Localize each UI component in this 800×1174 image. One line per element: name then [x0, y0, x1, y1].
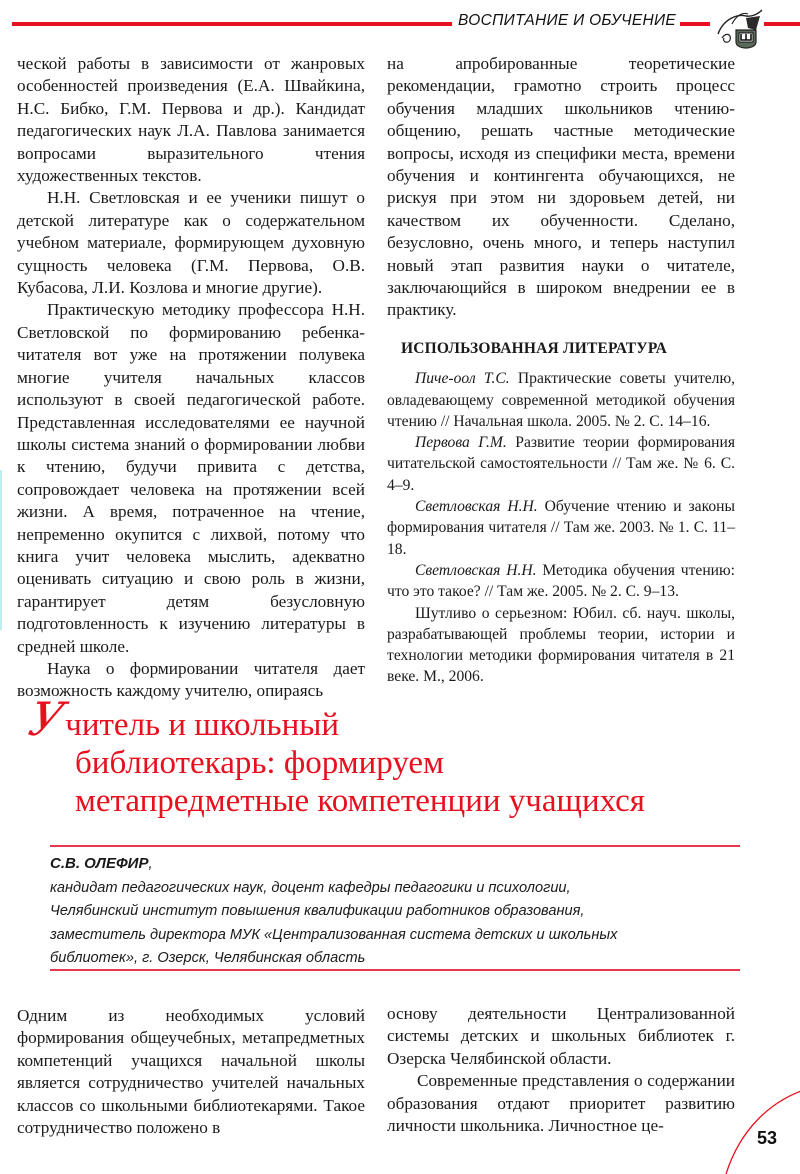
author-rule-bottom: [50, 969, 740, 971]
reference-item: [387, 432, 735, 496]
reference-item: [387, 603, 735, 688]
body-paragraph: основу деятельности Централизованной системы детских и школьных библиотек г. Озерска Челябинской области.: [387, 1004, 735, 1068]
body-paragraph: Одним из необходимых условий формирования общеучебных, метапредметных компетенций учащихся начальной школы является сотрудничество учителей начальных классов со школьными библиотекарями. Такое сотрудничество положено в: [17, 1006, 365, 1138]
body-paragraph: Практическую методику профессора Н.Н. Светловской по формированию ребенка-читателя вот уже на протяжении полувека многие учителя начальных классов используют в своей педагогической работе. Представленная исследователями ее научной школы система знаний о формировании любви к чтению, будучи привита с детства, сопровождает человека на протяжении всей жизни. А время, потраченное на чтение, непременно окупится с лихвой, потому что книга учит человека мыслить, адекватно оценивать ситуацию и свою роль в жизни, гарантирует детям безусловную подготовленность к изучению литературы в средней школе.: [17, 300, 365, 656]
header-rule-middle: [680, 22, 710, 26]
reference-author: Пиче-оол Т.С.: [415, 370, 510, 388]
top-left-column: [17, 53, 365, 703]
bottom-right-column: [387, 1003, 735, 1137]
reference-text: Развитие теории формирования читательской самостоятельности // Там же. № 6. С. 4–9.: [387, 434, 736, 494]
author-name: С.В. ОЛЕФИР: [50, 855, 149, 872]
body-paragraph: Н.Н. Светловская и ее ученики пишут о детской литературе как о содержательном учебном материале, формирующем духовную сущность человека (Г.М. Первова, О.В. Кубасова, Л.И. Козлова и многие другие).: [17, 188, 365, 298]
title-line-2: библиотекарь: формируем: [75, 745, 444, 781]
author-rule-top: [50, 845, 740, 847]
reference-item: [387, 368, 735, 432]
article-title: [24, 692, 750, 820]
title-line-1: [24, 692, 750, 746]
author-detail: заместитель директора МУК «Централизованная система детских и школьных: [50, 926, 618, 943]
author-detail: Челябинский институт повышения квалификации работников образования,: [50, 903, 585, 919]
body-paragraph: ческой работы в зависимости от жанровых особенностей произведения (Е.А. Швайкина, Н.С. Бибко, Г.М. Первова и др.). Кандидат педагогических наук Л.А. Павлова занимается вопросами выразительного чтения художественных текстов.: [17, 54, 365, 186]
reference-item: [387, 560, 735, 603]
header-rule-right: [764, 22, 800, 26]
reference-author: Светловская Н.Н.: [415, 498, 538, 516]
body-paragraph: Современные представления о содержании образования отдают приоритет развитию личности школьника. Личностное це-: [387, 1071, 735, 1136]
body-paragraph: на апробированные теоретические рекомендации, грамотно строить процесс обучения младших школьников чтению-общению, решать частные методические вопросы, исходя из специфики места, времени обучения и контингента обучающихся, не рискуя при этом ни здоровьем детей, ни качеством их обученности. Сделано, безусловно, очень много, и теперь наступил новый этап развития науки о читателе, заключающийся в широком внедрении ее в практику.: [387, 54, 735, 320]
title-initial: У: [24, 692, 69, 746]
bottom-left-column: [17, 1005, 365, 1139]
header-rule-left: [12, 22, 452, 26]
reference-author: Светловская Н.Н.: [415, 561, 537, 579]
references-heading: ИСПОЛЬЗОВАННАЯ ЛИТЕРАТУРА: [401, 339, 667, 357]
reference-author: Первова Г.М.: [415, 434, 507, 452]
journal-logo-icon: [712, 4, 766, 54]
section-title: ВОСПИТАНИЕ И ОБУЧЕНИЕ: [458, 12, 677, 29]
author-block: С.В. ОЛЕФИР, кандидат педагогических наук, доцент кафедры педагогики и психологии, Челябинский институт повышения квалификации работников образования, заместитель директора МУК «Централизованная система детских и школьных библиотек», г. Озерск, Челябинская область: [50, 852, 750, 971]
reference-text: Обучение чтению и законы формирования читателя // Там же. 2003. № 1. С. 11–18.: [387, 498, 735, 558]
reference-text: Практические советы учителю, овладевающему современной методикой обучения чтению // Начальная школа. 2005. № 2. С. 14–16.: [387, 370, 736, 430]
page-number: 53: [757, 1128, 778, 1148]
reference-item: [387, 496, 735, 560]
references-list: [387, 368, 735, 687]
top-right-column: [387, 53, 735, 688]
title-line-1-text: читель и школьный: [65, 707, 340, 743]
body-paragraph: Наука о формировании читателя дает возможность каждому учителю, опираясь: [17, 658, 365, 701]
decorative-arc: [690, 1080, 800, 1174]
author-detail: библиотек», г. Озерск, Челябинская область: [50, 950, 366, 966]
author-detail: кандидат педагогических наук, доцент кафедры педагогики и психологии,: [50, 879, 571, 896]
reference-text: Методика обучения чтению: что это такое? // Там же. 2005. № 2. С. 9–13.: [387, 561, 735, 601]
title-line-3: метапредметные компетенции учащихся: [75, 783, 645, 819]
reference-text: Шутливо о серьезном: Юбил. сб. науч. школы, разрабатывающей проблемы теории, истории и технологии методики формирования читателя в 21 веке. М., 2006.: [387, 604, 735, 686]
scan-edge: [0, 470, 2, 630]
